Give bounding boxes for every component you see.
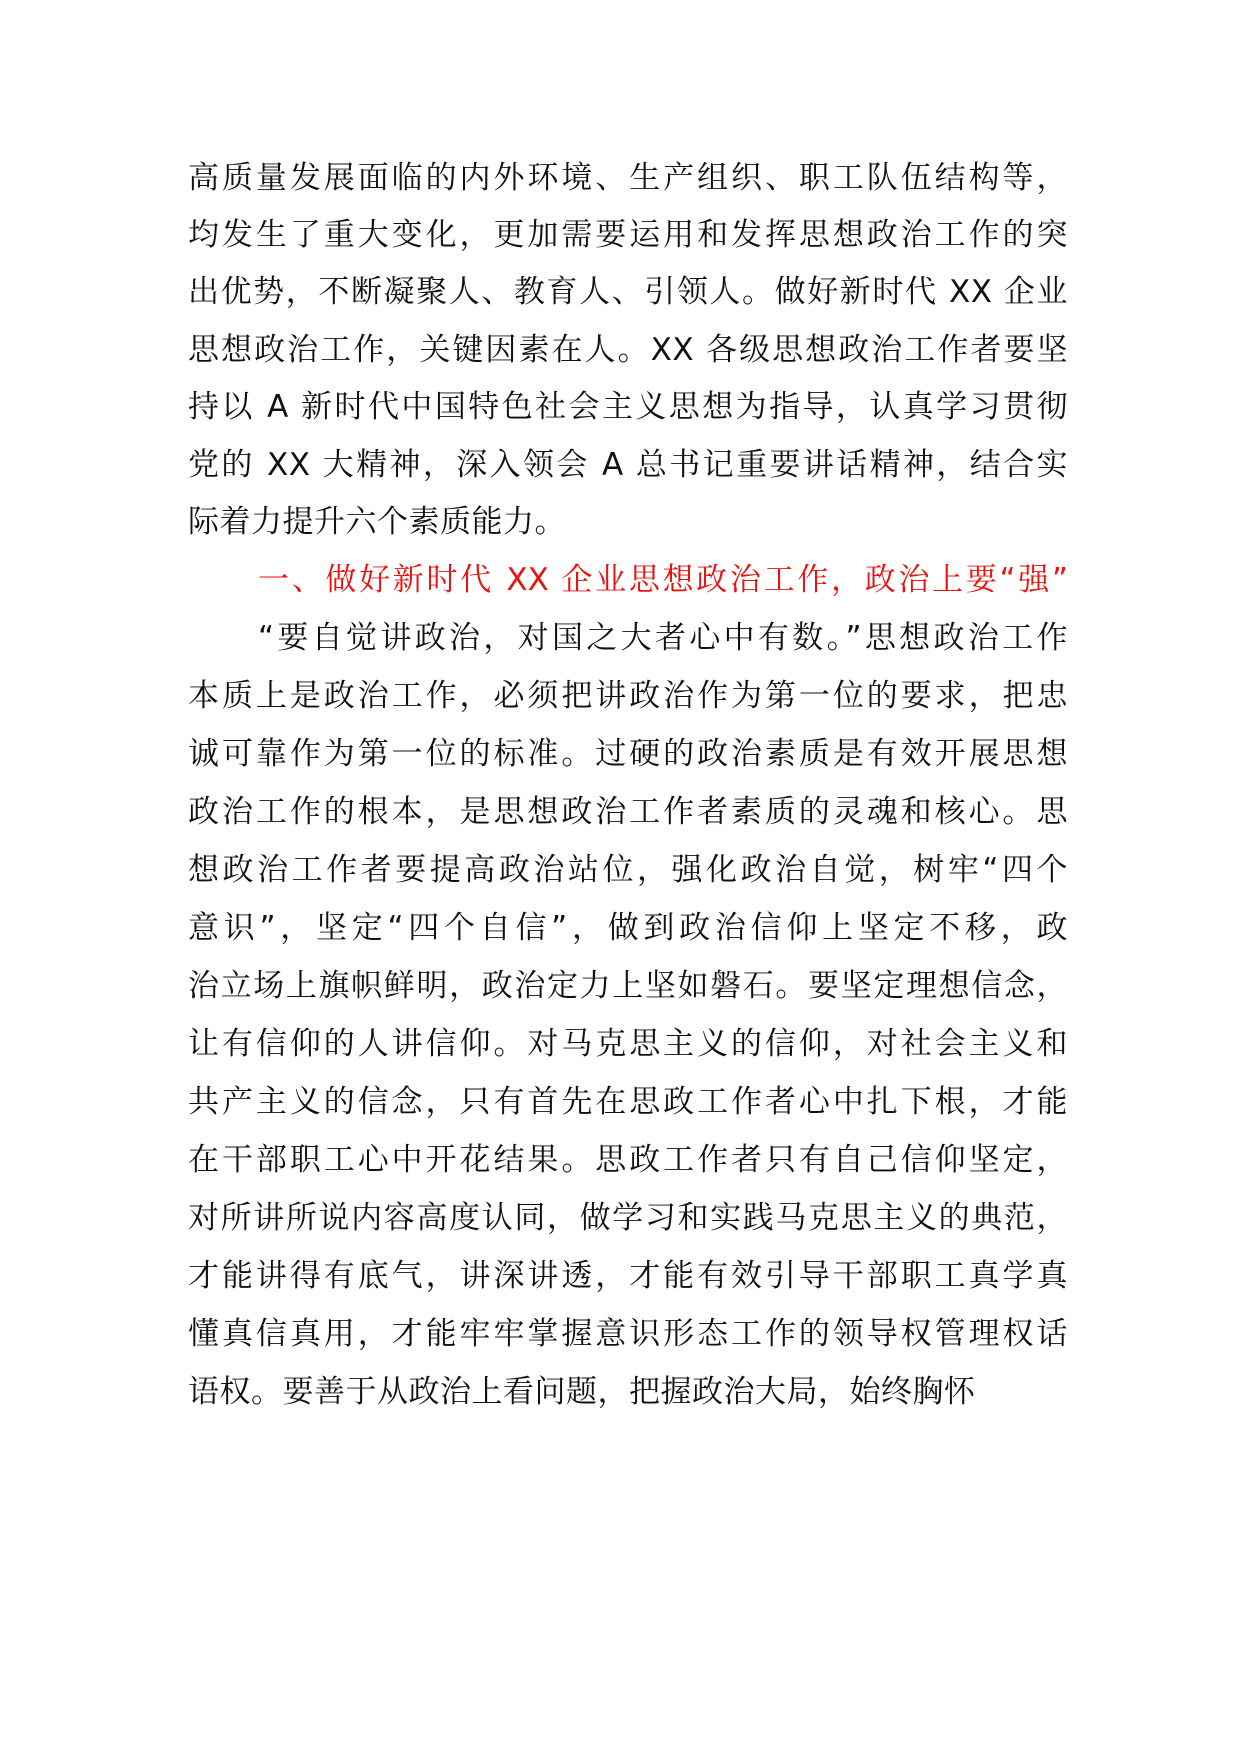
paragraph-2-line-5: 想政治工作者要提高政治站位，强化政治自觉，树牢“四个 (188, 852, 1068, 888)
paragraph-1-line-7: 际着力提升六个素质能力。 (188, 504, 566, 540)
paragraph-1-line-1: 高质量发展面临的内外环境、生产组织、职工队伍结构等， (188, 160, 1068, 196)
paragraph-2-line-13: 懂真信真用，才能牢牢掌握意识形态工作的领导权管理权话 (188, 1316, 1068, 1352)
paragraph-2-line-9: 共产主义的信念，只有首先在思政工作者心中扎下根，才能 (188, 1084, 1068, 1120)
paragraph-2-line-8: 让有信仰的人讲信仰。对马克思主义的信仰，对社会主义和 (188, 1026, 1068, 1062)
paragraph-2-line-12: 才能讲得有底气，讲深讲透，才能有效引导干部职工真学真 (188, 1258, 1068, 1294)
paragraph-2-line-2: 本质上是政治工作，必须把讲政治作为第一位的要求，把忠 (188, 678, 1068, 714)
paragraph-2-line-10: 在干部职工心中开花结果。思政工作者只有自己信仰坚定， (188, 1142, 1068, 1178)
paragraph-2-line-1: “要自觉讲政治，对国之大者心中有数。”思想政治工作 (258, 620, 1068, 656)
paragraph-1-line-4: 思想政治工作，关键因素在人。XX 各级思想政治工作者要坚 (188, 332, 1068, 368)
paragraph-2-line-6: 意识”，坚定“四个自信”，做到政治信仰上坚定不移，政 (188, 910, 1068, 946)
paragraph-1-line-6: 党的 XX 大精神，深入领会 A 总书记重要讲话精神，结合实 (188, 447, 1068, 483)
paragraph-2-line-4: 政治工作的根本，是思想政治工作者素质的灵魂和核心。思 (188, 794, 1068, 830)
paragraph-1-line-3: 出优势，不断凝聚人、教育人、引领人。做好新时代 XX 企业 (188, 274, 1068, 310)
paragraph-2-line-3: 诚可靠作为第一位的标准。过硬的政治素质是有效开展思想 (188, 736, 1068, 772)
section-heading-1: 一、做好新时代 XX 企业思想政治工作，政治上要“强” (258, 562, 1068, 598)
paragraph-2-line-14: 语权。要善于从政治上看问题，把握政治大局，始终胸怀 (188, 1374, 976, 1410)
paragraph-2-line-11: 对所讲所说内容高度认同，做学习和实践马克思主义的典范， (188, 1200, 1068, 1236)
paragraph-1-line-2: 均发生了重大变化，更加需要运用和发挥思想政治工作的突 (188, 217, 1068, 253)
paragraph-1-line-5: 持以 A 新时代中国特色社会主义思想为指导，认真学习贯彻 (188, 389, 1068, 425)
paragraph-2-line-7: 治立场上旗帜鲜明，政治定力上坚如磐石。要坚定理想信念， (188, 968, 1068, 1004)
